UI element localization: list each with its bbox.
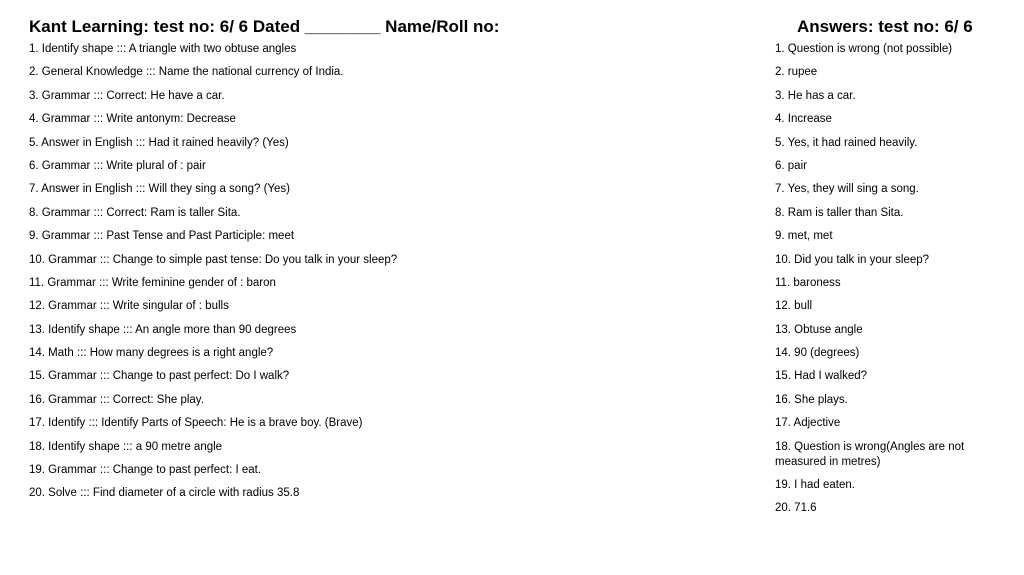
- answer-item: 14. 90 (degrees): [775, 347, 860, 360]
- question-item: 5. Answer in English ::: Had it rained heavily? (Yes): [29, 136, 289, 149]
- answer-item: 1. Question is wrong (not possible): [775, 43, 953, 55]
- answer-item: 19. I had eaten.: [775, 479, 855, 492]
- question-item: 1. Identify shape ::: A triangle with two obtuse angles: [29, 43, 297, 55]
- question-item: 19. Grammar ::: Change to past perfect: I eat.: [29, 464, 262, 477]
- answer-item: 18. Question is wrong(Angles are not measured in metres): [775, 440, 965, 468]
- answer-item: 4. Increase: [775, 113, 832, 126]
- answer-item: 5. Yes, it had rained heavily.: [775, 136, 918, 149]
- answer-item: 15. Had I walked?: [775, 370, 868, 383]
- question-item: 20. Solve ::: Find diameter of a circle with radius 35.8: [29, 487, 300, 500]
- question-item: 12. Grammar ::: Write singular of : bulls: [29, 300, 229, 313]
- answer-item: 6. pair: [775, 159, 807, 172]
- answer-item: 16. She plays.: [775, 393, 848, 406]
- question-item: 7. Answer in English ::: Will they sing a song? (Yes): [29, 183, 291, 196]
- answers-list: [775, 42, 965, 525]
- answer-item: 12. bull: [775, 300, 813, 313]
- answer-item: 11. baroness: [775, 276, 841, 289]
- answer-item: 3. He has a car.: [775, 89, 856, 102]
- question-item: 11. Grammar ::: Write feminine gender of : baron: [29, 276, 276, 289]
- question-item: 10. Grammar ::: Change to simple past tense: Do you talk in your sleep?: [29, 253, 398, 266]
- answer-item: 8. Ram is taller than Sita.: [775, 206, 904, 219]
- test-title: Kant Learning: test no: 6/ 6 Dated ________ Name/Roll no:: [29, 17, 500, 36]
- question-item: 4. Grammar ::: Write antonym: Decrease: [29, 113, 236, 126]
- answer-item: 2. rupee: [775, 66, 818, 79]
- question-item: 14. Math ::: How many degrees is a right angle?: [29, 347, 274, 360]
- answer-item: 10. Did you talk in your sleep?: [775, 253, 930, 266]
- question-item: 2. General Knowledge ::: Name the national currency of India.: [29, 66, 344, 79]
- question-item: 6. Grammar ::: Write plural of : pair: [29, 159, 206, 172]
- answer-item: 7. Yes, they will sing a song.: [775, 183, 919, 196]
- answer-item: 9. met, met: [775, 230, 833, 243]
- question-item: 18. Identify shape ::: a 90 metre angle: [29, 440, 223, 453]
- question-item: 15. Grammar ::: Change to past perfect: Do I walk?: [29, 370, 290, 383]
- question-item: 16. Grammar ::: Correct: She play.: [29, 393, 204, 406]
- answer-item: 20. 71.6: [775, 502, 817, 515]
- question-item: 8. Grammar ::: Correct: Ram is taller Sita.: [29, 206, 241, 219]
- answers-title: Answers: test no: 6/ 6: [797, 17, 973, 36]
- question-item: 3. Grammar ::: Correct: He have a car.: [29, 89, 225, 102]
- question-item: 13. Identify shape ::: An angle more than 90 degrees: [29, 323, 297, 336]
- answer-item: 17. Adjective: [775, 417, 841, 430]
- answer-item: 13. Obtuse angle: [775, 323, 863, 336]
- question-item: 17. Identify ::: Identify Parts of Speech: He is a brave boy. (Brave): [29, 417, 363, 430]
- questions-list: [29, 42, 729, 510]
- question-item: 9. Grammar ::: Past Tense and Past Participle: meet: [29, 230, 295, 243]
